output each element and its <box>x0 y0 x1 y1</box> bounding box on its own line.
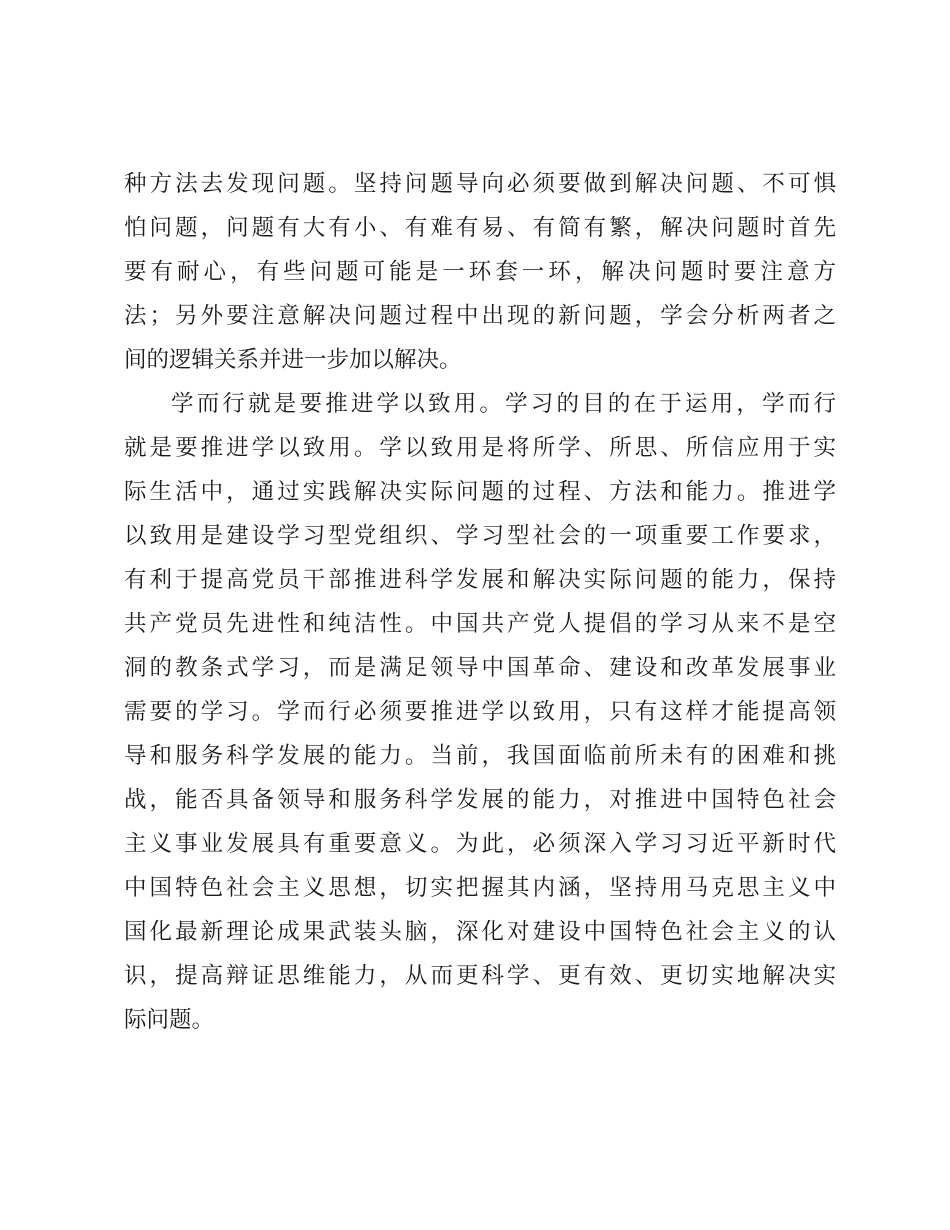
text-line: 以致用是建设学习型党组织、学习型社会的一项重要工作要求， <box>124 523 836 549</box>
text-line: 种方法去发现问题。坚持问题导向必须要做到解决问题、不可惧 <box>124 171 836 197</box>
text-line: 际生活中，通过实践解决实际问题的过程、方法和能力。推进学 <box>124 479 836 505</box>
text-line: 国化最新理论成果武装头脑，深化对建设中国特色社会主义的认 <box>124 919 836 945</box>
text-line: 主义事业发展具有重要意义。为此，必须深入学习习近平新时代 <box>124 831 836 857</box>
text-line: 怕问题，问题有大有小、有难有易、有简有繁，解决问题时首先 <box>124 215 836 241</box>
text-line: 际问题。 <box>124 1007 215 1033</box>
text-line: 间的逻辑关系并进一步加以解决。 <box>124 347 462 373</box>
text-line: 导和服务科学发展的能力。当前，我国面临前所未有的困难和挑 <box>124 743 836 769</box>
text-line: 中国特色社会主义思想，切实把握其内涵，坚持用马克思主义中 <box>124 875 836 901</box>
text-line: 战，能否具备领导和服务科学发展的能力，对推进中国特色社会 <box>124 787 836 813</box>
text-line: 学而行就是要推进学以致用。学习的目的在于运用，学而行 <box>171 391 836 417</box>
text-line: 就是要推进学以致用。学以致用是将所学、所思、所信应用于实 <box>124 435 836 461</box>
text-line: 要有耐心，有些问题可能是一环套一环，解决问题时要注意方 <box>124 259 836 285</box>
text-line: 需要的学习。学而行必须要推进学以致用，只有这样才能提高领 <box>124 699 836 725</box>
text-line: 识，提高辩证思维能力，从而更科学、更有效、更切实地解决实 <box>124 963 836 989</box>
text-line: 共产党员先进性和纯洁性。中国共产党人提倡的学习从来不是空 <box>124 611 836 637</box>
text-line: 法；另外要注意解决问题过程中出现的新问题，学会分析两者之 <box>124 303 836 329</box>
text-line: 有利于提高党员干部推进科学发展和解决实际问题的能力，保持 <box>124 567 836 593</box>
text-line: 洞的教条式学习，而是满足领导中国革命、建设和改革发展事业 <box>124 655 836 681</box>
